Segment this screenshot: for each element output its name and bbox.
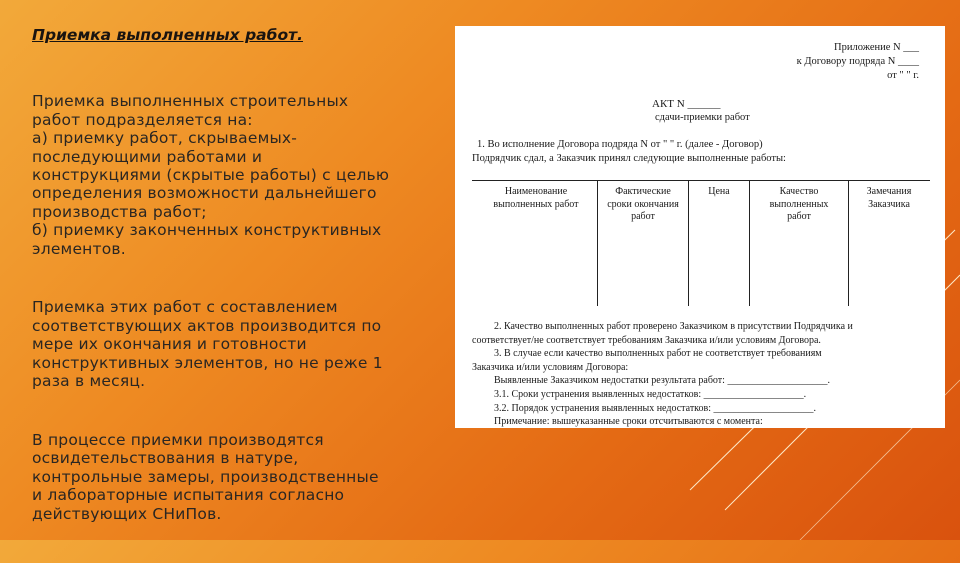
paragraph-process: В процессе приемки производятся освидетельствования в натуре, контрольные замеры, производственные и лабораторные испытания согласно действующих СНиПов. (32, 430, 379, 523)
table-top-border (472, 180, 930, 181)
table-header-quality: Качество выполненных работ (769, 186, 829, 222)
clause-3-2: 3.2. Порядок устранения выявленных недостатков: ____________________. (494, 402, 817, 414)
table-header-name: Наименование выполненных работ (493, 186, 579, 210)
act-subtitle: сдачи-приемки работ (655, 112, 750, 123)
clause-3-line-1: 3. В случае если качество выполненных работ не соответствует требованиям (494, 348, 822, 360)
table-header-remarks: Замечания Заказчика (866, 186, 912, 210)
paragraph-types: Приемка выполненных строительных работ подразделяется на: а) приемку работ, скрываемых- последующими работами и конструкциями (скрытые работы) с целью определения возможности дальнейшего производства работ; б) приемку законченных конструктивных элементов. (32, 92, 390, 258)
act-document-image (455, 26, 945, 428)
paragraph-frequency: Приемка этих работ с составлением соответствующих актов производится по мере их окончания и готовности конструктивных элементов, но не реже 1 раза в месяц. (32, 298, 383, 391)
clause-1-line-1: 1. Во исполнение Договора подряда N от " " г. (далее - Договор) (477, 139, 763, 150)
clause-2-line-2: соответствует/не соответствует требованиям Заказчика и/или условиям Договора. (472, 334, 821, 346)
clause-1-line-2: Подрядчик сдал, а Заказчик принял следующие выполненные работы: (472, 153, 786, 164)
clause-3-line-2: Заказчика и/или условиям Договора: (472, 361, 629, 373)
contract-ref-line: к Договору подряда N ____ (796, 56, 919, 67)
defects-line: Выявленные Заказчиком недостатки результата работ: ____________________. (494, 375, 830, 387)
clauses-block (472, 320, 930, 428)
slide-title: Приемка выполненных работ. (32, 26, 303, 44)
table-divider (688, 180, 689, 306)
note-line: Примечание: вышеуказанные сроки отсчитываются с момента: (494, 416, 763, 428)
appendix-line: Приложение N ___ (834, 42, 919, 53)
date-line: от " " г. (887, 70, 919, 81)
slide-body (32, 74, 447, 563)
act-title: АКТ N ______ (652, 98, 721, 110)
table-header-price: Цена (708, 186, 730, 197)
clause-3-1: 3.1. Сроки устранения выявленных недостатков: ____________________. (494, 388, 807, 400)
clause-2-line-1: 2. Качество выполненных работ проверено Заказчиком в присутствии Подрядчика и (494, 321, 853, 332)
table-header-dates: Фактические сроки окончания работ (607, 186, 679, 222)
